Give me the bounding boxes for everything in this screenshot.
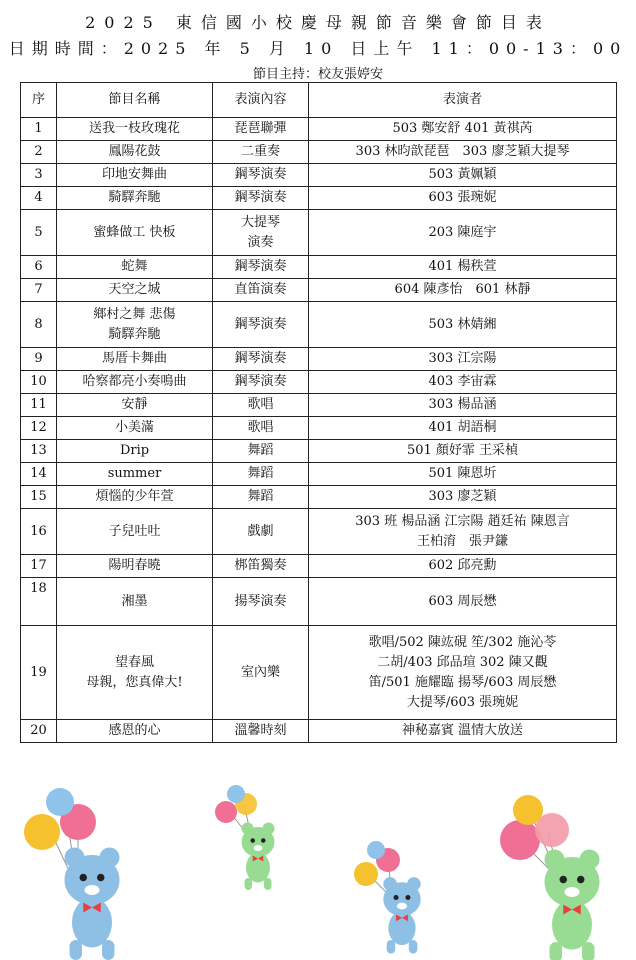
cell-program-name [57,720,213,743]
cell-content-line: 鋼琴演奏 [234,167,287,182]
cell-program-name-line: 煩惱的少年萱 [95,489,174,504]
cell-program-name [57,394,213,417]
cell-no: 9 [21,348,57,371]
cell-content-line: 揚琴演奏 [234,593,287,609]
cell-performers-line: 401 楊秩萱 [428,259,497,274]
cell-program-name [57,302,213,348]
cell-program-name [57,555,213,578]
cell-no: 18 [21,578,57,626]
cell-content-line: 舞蹈 [247,489,274,504]
cell-no: 2 [21,141,57,164]
cell-no: 16 [21,509,57,555]
cell-performers-line: 王柏淯 張尹鎌 [416,533,508,549]
cell-program-name-line: 騎驛奔馳 [108,326,161,342]
table-row [21,626,617,720]
cell-program-name-line: 感恩的心 [108,723,161,738]
cell-performers-line: 604 陳彥怡 601 林靜 [394,282,531,297]
cell-content [213,394,309,417]
cell-program-name [57,486,213,509]
cell-program-name [57,463,213,486]
cell-content-line: 鋼琴演奏 [234,374,287,389]
program-table [20,82,617,743]
cell-no: 17 [21,555,57,578]
cell-performers-line: 503 黃姵穎 [428,167,497,182]
cell-content-line: 舞蹈 [247,443,274,458]
table-row [21,187,617,210]
table-header-row [21,83,617,118]
cell-program-name [57,141,213,164]
cell-content [213,210,309,256]
cell-no: 3 [21,164,57,187]
cell-program-name-line: 送我一枝玫瑰花 [88,121,180,136]
table-row [21,210,617,256]
table-row [21,578,617,626]
cell-program-name-line: 哈察都亮小奏鳴曲 [82,374,187,389]
cell-performers-line: 303 江宗陽 [428,351,497,366]
cell-no: 19 [21,626,57,720]
cell-content [213,417,309,440]
table-row [21,417,617,440]
cell-program-name [57,509,213,555]
cell-content [213,486,309,509]
table-row [21,371,617,394]
cell-program-name-line: Drip [119,443,150,458]
host-line: 節目主持：校友張婷安 [252,67,383,82]
cell-program-name-line: 安靜 [121,397,148,412]
event-datetime: 日期時間：2025 年 5 月 10 日上午 11：00-13：00 [8,39,628,58]
cell-performers-line: 503 鄭安舒 401 黃祺芮 [392,121,533,136]
cell-program-name-line: 天空之城 [108,282,161,297]
cell-content [213,256,309,279]
cell-program-name [57,210,213,256]
cell-content [213,118,309,141]
cell-content-line: 鋼琴演奏 [234,190,287,205]
cell-program-name [57,256,213,279]
table-row [21,440,617,463]
cell-performers [309,626,617,720]
cell-performers [309,256,617,279]
header-performers: 表演者 [309,83,617,118]
table-row [21,141,617,164]
cell-program-name-line: 蛇舞 [121,259,148,274]
cell-performers-line: 503 林婧緗 [428,316,497,332]
cell-no: 8 [21,302,57,348]
cell-program-name-line: 騎驛奔馳 [108,190,161,205]
cell-content-line: 直笛演奏 [234,282,287,297]
table-row [21,256,617,279]
cell-performers-line: 笛/501 施耀臨 揚琴/603 周辰懋 [368,674,557,690]
cell-performers [309,164,617,187]
cell-performers [309,371,617,394]
cell-content [213,509,309,555]
cell-performers [309,440,617,463]
program-title: 2025 東信國小校慶母親節音樂會節目表 [85,13,551,32]
cell-content [213,463,309,486]
cell-content [213,720,309,743]
cell-performers [309,417,617,440]
cell-content-line: 戲劇 [247,523,274,539]
cell-performers [309,578,617,626]
cell-content-line: 鋼琴演奏 [234,351,287,366]
table-row [21,394,617,417]
cell-performers [309,141,617,164]
cell-content-line: 二重奏 [240,144,280,159]
cell-no: 13 [21,440,57,463]
table-row [21,463,617,486]
cell-content-line: 室內樂 [240,664,280,680]
cell-program-name-line: 子兒吐吐 [108,523,161,539]
cell-performers-line: 603 周辰懋 [428,593,497,609]
cell-content [213,578,309,626]
cell-no: 11 [21,394,57,417]
header-no: 序 [21,83,57,118]
cell-program-name [57,578,213,626]
cell-content-line: 歌唱 [247,420,274,435]
cell-content-line: 琵琶聯彈 [234,121,287,136]
cell-program-name-line: 蜜蜂做工 快板 [93,224,176,240]
cell-content-line: 鋼琴演奏 [234,316,287,332]
cell-no: 6 [21,256,57,279]
cell-program-name [57,440,213,463]
bear-green-small [215,785,275,890]
cell-performers [309,555,617,578]
cell-no: 10 [21,371,57,394]
table-row [21,555,617,578]
cell-content-line: 梆笛獨奏 [234,558,287,573]
cell-no: 15 [21,486,57,509]
cell-content [213,279,309,302]
cell-performers-line: 歌唱/502 陳竑硯 笙/302 施沁苓 [368,634,557,650]
cell-performers [309,187,617,210]
cell-performers [309,210,617,256]
table-row [21,118,617,141]
cell-performers-line: 203 陳庭宇 [428,224,497,240]
cell-content-line: 溫馨時刻 [234,723,287,738]
cell-no: 7 [21,279,57,302]
cell-performers [309,486,617,509]
cell-content [213,555,309,578]
cell-program-name-line: 母親，您真偉大! [86,674,183,690]
cell-performers-line: 501 顏妤霏 王采楨 [406,443,519,458]
cell-performers-line: 602 邱亮勳 [428,558,497,573]
table-row [21,279,617,302]
header-name: 節目名稱 [57,83,213,118]
cell-program-name [57,187,213,210]
cell-program-name [57,417,213,440]
cell-performers-line: 501 陳恩圻 [428,466,497,481]
cell-content [213,141,309,164]
cell-program-name [57,118,213,141]
cell-content [213,440,309,463]
cell-performers [309,279,617,302]
cell-no: 12 [21,417,57,440]
cell-program-name-line: 鳳陽花鼓 [108,144,161,159]
cell-no: 20 [21,720,57,743]
cell-program-name [57,279,213,302]
cell-content-line: 歌唱 [247,397,274,412]
cell-content [213,302,309,348]
cell-program-name [57,626,213,720]
cell-performers [309,394,617,417]
cell-program-name-line: 鄉村之舞 悲傷 [93,306,176,322]
table-row [21,302,617,348]
cell-program-name-line: 湘墨 [121,593,148,609]
cell-content [213,187,309,210]
cell-performers [309,463,617,486]
cell-performers [309,348,617,371]
cell-program-name-line: 印地安舞曲 [101,167,167,182]
cell-no: 1 [21,118,57,141]
cell-content [213,164,309,187]
cell-performers-line: 303 楊品涵 [428,397,497,412]
bear-blue-left [24,788,120,960]
cell-performers [309,302,617,348]
cell-content-line: 演奏 [247,234,274,250]
cell-program-name-line: 陽明春曉 [108,558,161,573]
table-row [21,164,617,187]
cell-content [213,371,309,394]
table-row [21,348,617,371]
cell-performers-line: 303 林昀歆琵琶 303 廖芝穎大提琴 [355,144,570,159]
cell-performers-line: 大提琴/603 張琬妮 [406,694,519,710]
bear-green-right [500,795,600,960]
cell-program-name [57,348,213,371]
header-content: 表演內容 [213,83,309,118]
table-row [21,486,617,509]
cell-performers-line: 401 胡語桐 [428,420,497,435]
cell-program-name-line: summer [107,466,162,481]
cell-content-line: 鋼琴演奏 [234,259,287,274]
table-row [21,509,617,555]
cell-no: 5 [21,210,57,256]
cell-performers-line: 303 廖芝穎 [428,489,497,504]
cell-performers-line: 603 張琬妮 [428,190,497,205]
bear-blue-small [354,841,421,954]
cell-content [213,626,309,720]
program-table-body [21,118,617,743]
cell-no: 4 [21,187,57,210]
cell-performers-line: 403 李宙霖 [428,374,497,389]
cell-no: 14 [21,463,57,486]
cell-content-line: 舞蹈 [247,466,274,481]
cell-content [213,348,309,371]
cell-program-name-line: 馬厝卡舞曲 [101,351,167,366]
cell-program-name-line: 小美滿 [114,420,154,435]
cell-content-line: 大提琴 [240,214,280,230]
cell-performers-line: 神秘嘉賓 溫情大放送 [401,723,524,738]
cell-performers [309,118,617,141]
cell-performers [309,509,617,555]
cell-program-name [57,371,213,394]
table-row [21,720,617,743]
cell-performers-line: 303 班 楊品涵 江宗陽 趙廷祐 陳恩言 [355,513,570,529]
cell-performers [309,720,617,743]
cell-performers-line: 二胡/403 邱品瑄 302 陳又觀 [377,654,548,670]
cell-program-name-line: 望春風 [114,654,154,670]
cell-program-name [57,164,213,187]
balloon-bears-illustration [0,780,636,960]
